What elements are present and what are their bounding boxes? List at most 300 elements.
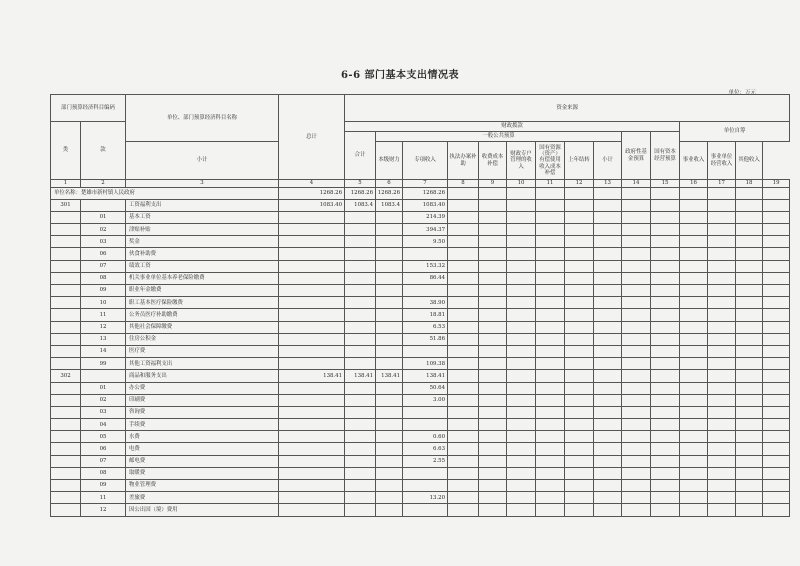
empty-cell [594, 370, 622, 382]
empty-cell [763, 224, 790, 236]
empty-cell [479, 419, 507, 431]
empty-cell [680, 394, 708, 406]
empty-cell [507, 467, 536, 479]
empty-cell [594, 382, 622, 394]
empty-cell [680, 333, 708, 345]
row-kuan-code: 01 [81, 382, 126, 394]
empty-cell [565, 382, 594, 394]
empty-cell [680, 455, 708, 467]
empty-cell [479, 406, 507, 418]
column-number: 14 [622, 180, 651, 188]
empty-cell [680, 199, 708, 211]
row-subject-name: 物业管理费 [126, 480, 279, 492]
empty-cell [651, 419, 680, 431]
row-xiaoji [376, 406, 403, 418]
empty-cell [448, 467, 479, 479]
empty-cell [708, 504, 736, 516]
empty-cell [594, 394, 622, 406]
header-fiscal: 财政拨款 [345, 122, 680, 132]
empty-cell [565, 199, 594, 211]
row-total [279, 467, 345, 479]
empty-cell [479, 358, 507, 370]
row-total [279, 309, 345, 321]
empty-cell [763, 382, 790, 394]
row-heji [345, 504, 376, 516]
row-total [279, 504, 345, 516]
table-row [51, 297, 790, 309]
empty-cell [536, 370, 565, 382]
empty-cell [763, 419, 790, 431]
empty-cell [651, 431, 680, 443]
empty-cell [763, 394, 790, 406]
empty-cell [622, 285, 651, 297]
empty-cell [622, 394, 651, 406]
unit-name-label: 单位名称：楚雄市新村镇人民政府 [51, 187, 279, 199]
row-heji [345, 211, 376, 223]
empty-cell [680, 260, 708, 272]
row-lei-code [51, 358, 81, 370]
header-self-shiye: 事业收入 [680, 142, 708, 180]
empty-cell [594, 272, 622, 284]
table-row [51, 224, 790, 236]
empty-cell [622, 224, 651, 236]
row-subject-name: 住房公积金 [126, 333, 279, 345]
unit-heji: 1268.26 [345, 187, 376, 199]
empty-cell [680, 309, 708, 321]
row-lei-code [51, 419, 81, 431]
empty-cell [736, 224, 763, 236]
row-xiaoji [376, 480, 403, 492]
row-benji [403, 285, 448, 297]
row-xiaoji [376, 431, 403, 443]
row-heji: 1083.4 [345, 199, 376, 211]
header-sub-benji: 本级财力 [376, 142, 403, 180]
empty-cell [763, 443, 790, 455]
row-lei-code: 302 [51, 370, 81, 382]
empty-cell [507, 285, 536, 297]
row-kuan-code: 05 [81, 431, 126, 443]
header-sub-shoufei: 收费成本补偿 [479, 142, 507, 180]
row-benji: 50.64 [403, 382, 448, 394]
row-kuan-code: 12 [81, 321, 126, 333]
empty-cell [736, 443, 763, 455]
row-total [279, 455, 345, 467]
empty-cell [708, 199, 736, 211]
empty-cell [448, 260, 479, 272]
row-benji [403, 480, 448, 492]
empty-cell [507, 248, 536, 260]
empty-cell [680, 480, 708, 492]
empty-cell [622, 431, 651, 443]
empty-cell [680, 285, 708, 297]
empty-cell [680, 248, 708, 260]
row-kuan-code: 08 [81, 467, 126, 479]
row-subject-name: 差旅费 [126, 492, 279, 504]
column-number: 19 [763, 180, 790, 188]
row-heji [345, 467, 376, 479]
empty-cell [507, 406, 536, 418]
table-body [51, 187, 790, 516]
column-number: 7 [403, 180, 448, 188]
empty-cell [448, 480, 479, 492]
empty-cell [479, 394, 507, 406]
table-row [51, 248, 790, 260]
table-row [51, 492, 790, 504]
empty-cell [736, 211, 763, 223]
row-kuan-code: 03 [81, 236, 126, 248]
empty-cell [763, 370, 790, 382]
empty-cell [565, 248, 594, 260]
empty-cell [736, 467, 763, 479]
row-lei-code [51, 455, 81, 467]
empty-cell [651, 504, 680, 516]
empty-cell [763, 492, 790, 504]
empty-cell [651, 224, 680, 236]
empty-cell [507, 309, 536, 321]
empty-cell [736, 345, 763, 357]
row-benji: 138.41 [403, 370, 448, 382]
empty-cell [594, 504, 622, 516]
empty-cell [594, 224, 622, 236]
row-lei-code [51, 309, 81, 321]
header-sub-zhuanxiang: 专项收入 [403, 142, 448, 180]
empty-cell [763, 236, 790, 248]
row-subject-name: 因公出国（境）费用 [126, 504, 279, 516]
row-xiaoji [376, 504, 403, 516]
empty-cell [680, 224, 708, 236]
empty-cell [708, 467, 736, 479]
empty-cell [708, 394, 736, 406]
column-number: 10 [507, 180, 536, 188]
column-number: 8 [448, 180, 479, 188]
empty-cell [565, 467, 594, 479]
empty-cell [651, 333, 680, 345]
empty-cell [536, 504, 565, 516]
column-number: 18 [736, 180, 763, 188]
header-general-budget: 一般公共预算 [376, 132, 622, 142]
empty-cell [594, 443, 622, 455]
row-lei-code [51, 248, 81, 260]
empty-cell [622, 345, 651, 357]
row-xiaoji [376, 394, 403, 406]
empty-cell [565, 443, 594, 455]
row-kuan-code: 02 [81, 224, 126, 236]
empty-cell [651, 260, 680, 272]
empty-cell [565, 504, 594, 516]
empty-cell [507, 370, 536, 382]
row-xiaoji [376, 211, 403, 223]
row-heji [345, 419, 376, 431]
row-heji [345, 455, 376, 467]
empty-cell [651, 309, 680, 321]
empty-cell [479, 224, 507, 236]
row-lei-code [51, 272, 81, 284]
row-heji [345, 285, 376, 297]
header-code-group: 部门预算经济科目编码 [51, 95, 126, 122]
table-row [51, 333, 790, 345]
empty-cell [680, 321, 708, 333]
row-benji: 0.60 [403, 431, 448, 443]
empty-cell [565, 455, 594, 467]
row-benji: 214.39 [403, 211, 448, 223]
row-kuan-code: 03 [81, 406, 126, 418]
row-kuan-code [81, 370, 126, 382]
empty-cell [708, 285, 736, 297]
empty-cell [448, 309, 479, 321]
empty-cell [565, 224, 594, 236]
empty-cell [536, 382, 565, 394]
empty-cell [565, 309, 594, 321]
empty-cell [565, 406, 594, 418]
empty-cell [507, 272, 536, 284]
row-subject-name: 印刷费 [126, 394, 279, 406]
empty-cell [763, 285, 790, 297]
empty-cell [622, 480, 651, 492]
empty-cell [763, 467, 790, 479]
empty-cell [651, 394, 680, 406]
empty-cell [594, 297, 622, 309]
table-row [51, 419, 790, 431]
row-total: 1083.40 [279, 199, 345, 211]
empty-cell [448, 199, 479, 211]
column-number: 15 [651, 180, 680, 188]
empty-cell [507, 260, 536, 272]
row-xiaoji [376, 467, 403, 479]
row-heji [345, 394, 376, 406]
empty-cell [594, 419, 622, 431]
empty-cell [594, 431, 622, 443]
empty-cell [651, 467, 680, 479]
unit-xiaoji: 1268.26 [376, 187, 403, 199]
row-benji: 394.37 [403, 224, 448, 236]
empty-cell [708, 211, 736, 223]
row-xiaoji [376, 492, 403, 504]
empty-cell [680, 443, 708, 455]
row-benji: 109.38 [403, 358, 448, 370]
empty-cell [448, 358, 479, 370]
empty-cell [736, 492, 763, 504]
row-benji [403, 345, 448, 357]
empty-cell [622, 419, 651, 431]
empty-cell [536, 224, 565, 236]
table-row [51, 467, 790, 479]
expenditure-table [50, 94, 790, 517]
empty-cell [651, 285, 680, 297]
header-self-jingying: 事业单位经营收入 [708, 142, 736, 180]
table-row [51, 382, 790, 394]
row-xiaoji [376, 443, 403, 455]
row-total [279, 211, 345, 223]
column-number: 13 [594, 180, 622, 188]
row-lei-code [51, 406, 81, 418]
row-total [279, 406, 345, 418]
header-total: 总计 [279, 95, 345, 180]
row-xiaoji [376, 260, 403, 272]
header-gov-fund: 政府性基金预算 [622, 132, 651, 180]
row-total: 138.41 [279, 370, 345, 382]
empty-cell [708, 492, 736, 504]
empty-cell [594, 260, 622, 272]
empty-cell [680, 419, 708, 431]
empty-cell [680, 492, 708, 504]
row-lei-code [51, 492, 81, 504]
empty-cell [507, 224, 536, 236]
empty-cell [536, 345, 565, 357]
empty-cell [680, 272, 708, 284]
empty-cell [507, 492, 536, 504]
empty-cell [507, 480, 536, 492]
empty-cell [708, 370, 736, 382]
empty-cell [680, 236, 708, 248]
empty-cell [622, 199, 651, 211]
row-heji [345, 297, 376, 309]
empty-cell [507, 358, 536, 370]
empty-cell [594, 358, 622, 370]
empty-cell [622, 297, 651, 309]
empty-cell [763, 321, 790, 333]
row-kuan-code: 10 [81, 297, 126, 309]
row-xiaoji [376, 236, 403, 248]
empty-cell [565, 370, 594, 382]
row-benji: 9.50 [403, 236, 448, 248]
empty-cell [708, 431, 736, 443]
row-benji [403, 406, 448, 418]
column-number: 11 [536, 180, 565, 188]
row-total [279, 480, 345, 492]
empty-cell [594, 492, 622, 504]
empty-cell [479, 480, 507, 492]
empty-cell [448, 224, 479, 236]
empty-cell [708, 333, 736, 345]
empty-cell [594, 309, 622, 321]
empty-cell [680, 297, 708, 309]
empty-cell [448, 419, 479, 431]
empty-cell [736, 236, 763, 248]
empty-cell [736, 248, 763, 260]
empty-cell [565, 358, 594, 370]
row-heji [345, 309, 376, 321]
empty-cell [536, 431, 565, 443]
empty-cell [651, 370, 680, 382]
row-xiaoji [376, 272, 403, 284]
header-kuan: 款 [81, 122, 126, 180]
table-header [51, 95, 790, 188]
row-lei-code [51, 504, 81, 516]
empty-cell [622, 370, 651, 382]
empty-cell [507, 394, 536, 406]
empty-cell [622, 492, 651, 504]
empty-cell [536, 358, 565, 370]
empty-cell [479, 285, 507, 297]
empty-cell [708, 443, 736, 455]
empty-cell [479, 333, 507, 345]
empty-cell [565, 480, 594, 492]
empty-cell [708, 297, 736, 309]
row-xiaoji [376, 455, 403, 467]
empty-cell [736, 333, 763, 345]
empty-cell [708, 224, 736, 236]
row-kuan-code: 12 [81, 504, 126, 516]
row-xiaoji [376, 321, 403, 333]
empty-cell [651, 199, 680, 211]
empty-cell [448, 297, 479, 309]
empty-cell [651, 345, 680, 357]
row-subject-name: 公务员医疗补助缴费 [126, 309, 279, 321]
empty-cell [565, 236, 594, 248]
row-lei-code [51, 333, 81, 345]
row-total [279, 321, 345, 333]
empty-cell [479, 443, 507, 455]
row-total [279, 236, 345, 248]
empty-cell [594, 467, 622, 479]
empty-cell [565, 260, 594, 272]
row-lei-code [51, 211, 81, 223]
empty-cell [622, 236, 651, 248]
empty-cell [448, 321, 479, 333]
empty-cell [479, 431, 507, 443]
empty-cell [736, 199, 763, 211]
empty-cell [536, 406, 565, 418]
empty-cell [565, 285, 594, 297]
empty-cell [680, 406, 708, 418]
empty-cell [736, 260, 763, 272]
row-lei-code [51, 224, 81, 236]
empty-cell [479, 260, 507, 272]
empty-cell [448, 455, 479, 467]
row-total [279, 419, 345, 431]
empty-cell [536, 272, 565, 284]
empty-cell [479, 272, 507, 284]
empty-cell [507, 333, 536, 345]
column-number: 1 [51, 180, 81, 188]
empty-cell [651, 443, 680, 455]
row-lei-code [51, 467, 81, 479]
header-lei: 类 [51, 122, 81, 180]
empty-cell [708, 358, 736, 370]
empty-cell [651, 297, 680, 309]
empty-cell [536, 467, 565, 479]
row-xiaoji [376, 382, 403, 394]
row-heji [345, 358, 376, 370]
row-total [279, 248, 345, 260]
empty-cell [479, 455, 507, 467]
row-benji [403, 467, 448, 479]
empty-cell [479, 345, 507, 357]
empty-cell [736, 358, 763, 370]
empty-cell [651, 406, 680, 418]
unit-total: 1268.26 [279, 187, 345, 199]
empty-cell [736, 455, 763, 467]
empty-cell [651, 236, 680, 248]
row-subject-name: 邮电费 [126, 455, 279, 467]
row-heji [345, 260, 376, 272]
empty-cell [736, 394, 763, 406]
table-row [51, 199, 790, 211]
empty-cell [622, 467, 651, 479]
row-kuan-code: 07 [81, 260, 126, 272]
empty-cell [680, 211, 708, 223]
empty-cell [622, 504, 651, 516]
table-row [51, 504, 790, 516]
empty-cell [479, 297, 507, 309]
row-subject-name: 商品和服务支出 [126, 370, 279, 382]
row-lei-code [51, 321, 81, 333]
empty-cell [680, 358, 708, 370]
empty-cell [680, 504, 708, 516]
empty-cell [763, 431, 790, 443]
row-heji [345, 224, 376, 236]
row-total [279, 345, 345, 357]
